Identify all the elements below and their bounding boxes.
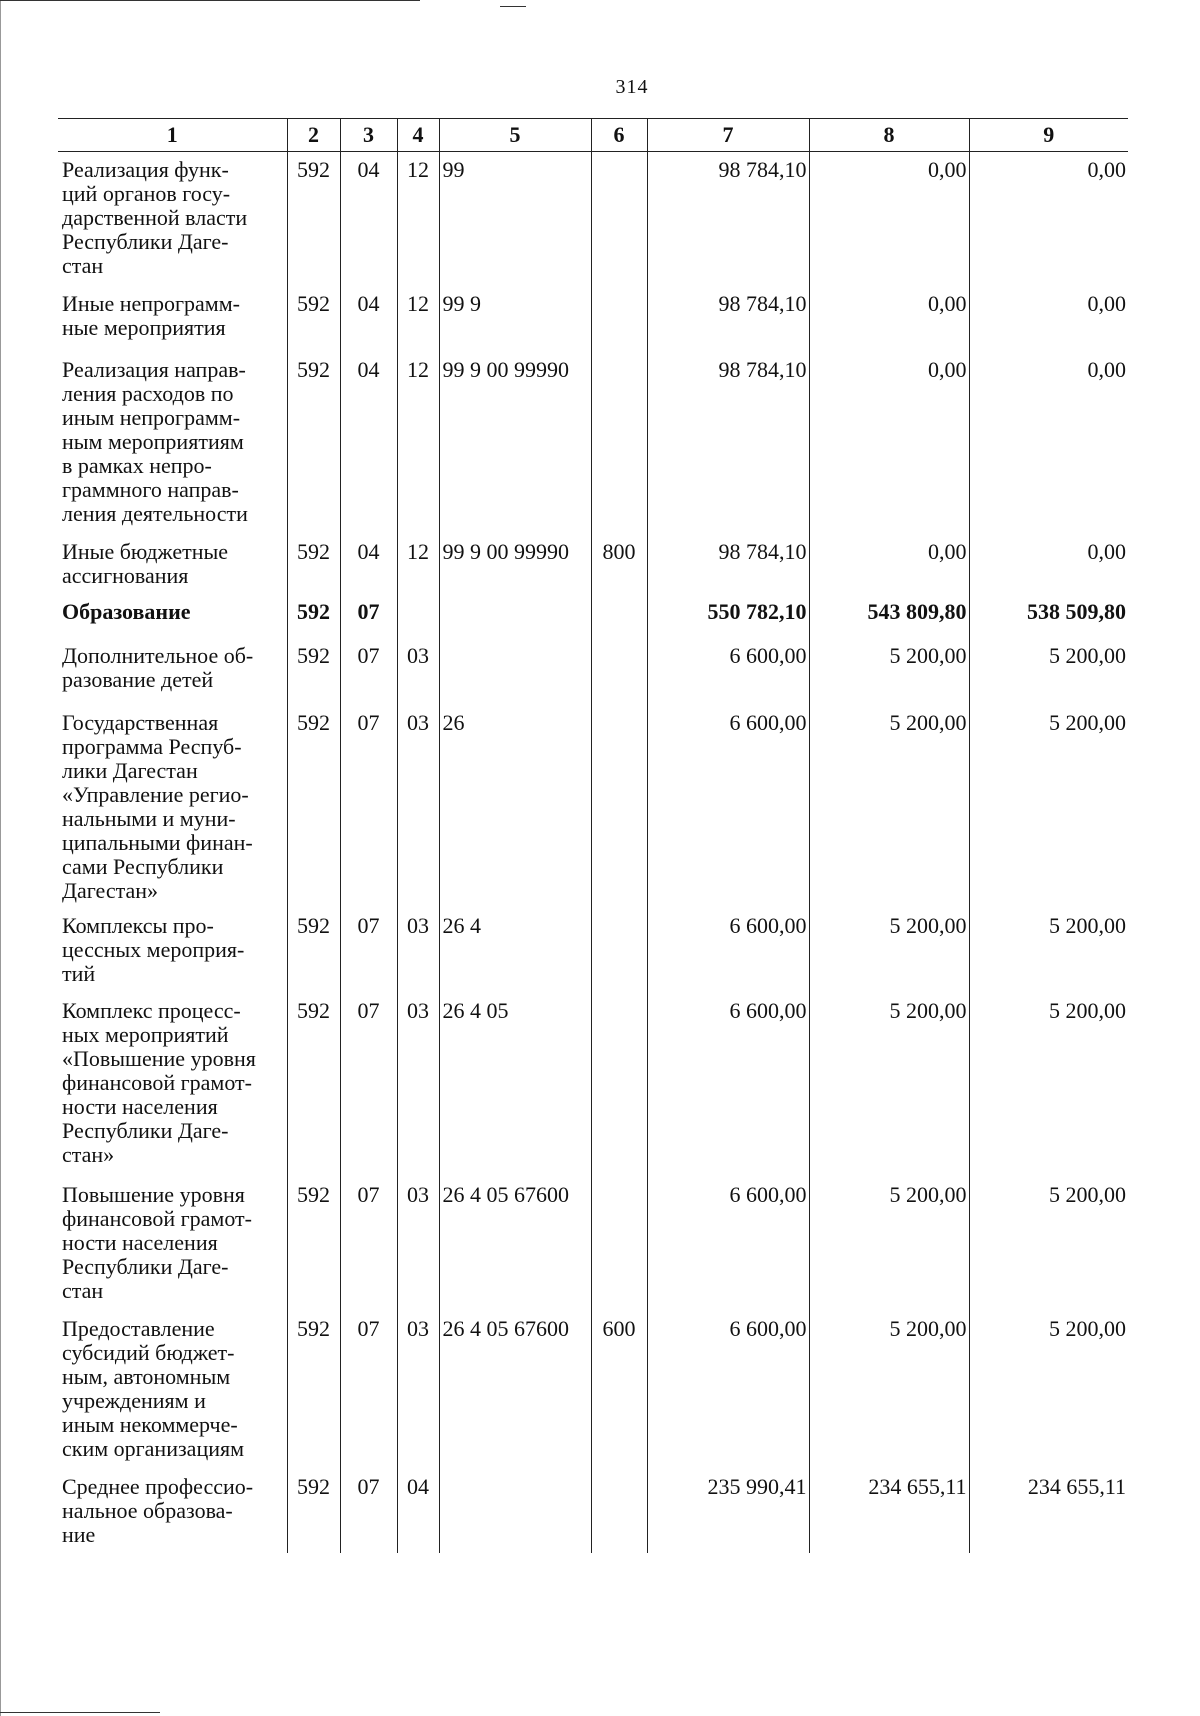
cell-expense-type [591,1177,647,1311]
cell-section-code: 07 [340,638,397,705]
cell-amount-year1: 6 600,00 [647,1311,809,1469]
cell-expense-type [591,638,647,705]
row-label: Реализация направ- ления расходов по иным непрограмм- ным мероприятиям в рамках непро- граммного направ- ления деятельности [62,356,248,526]
cell-amount-year2: 0,00 [809,534,969,594]
row-label: Комплексы про- цессных мероприя- тий [62,912,245,986]
cell-expense-type [591,594,647,638]
row-name [58,638,287,705]
row-label: Государственная программа Респуб- лики Дагестан «Управление регио- нальными и муни- ципальными финан- сами Республики Дагестан» [62,709,253,903]
cell-target-article: 26 [439,705,591,908]
row-name [58,534,287,594]
row-label: Повышение уровня финансовой грамот- ности населения Республики Даге- стан [62,1181,252,1303]
scan-rule-top [0,0,420,1]
row-name [58,594,287,638]
row-label: Образование [62,598,191,624]
cell-subsection-code: 04 [397,1469,439,1553]
cell-section-code: 04 [340,352,397,534]
table-row [58,152,1128,286]
cell-amount-year1: 6 600,00 [647,993,809,1177]
cell-target-article: 99 9 00 99990 [439,352,591,534]
cell-section-code: 04 [340,152,397,286]
table-row [58,908,1128,993]
cell-amount-year3: 5 200,00 [969,993,1128,1177]
cell-expense-type [591,993,647,1177]
cell-subsection-code: 12 [397,352,439,534]
cell-ministry-code: 592 [287,1311,340,1469]
cell-amount-year2: 0,00 [809,286,969,352]
table-row [58,1311,1128,1469]
cell-subsection-code: 03 [397,638,439,705]
cell-section-code: 07 [340,993,397,1177]
cell-section-code: 07 [340,1469,397,1553]
cell-ministry-code: 592 [287,638,340,705]
cell-target-article: 99 [439,152,591,286]
row-label: Предоставление субсидий бюджет- ным, автономным учреждениям и иным некоммерче- ским организациям [62,1315,245,1461]
row-name [58,1311,287,1469]
scan-mark-top [500,6,526,7]
cell-subsection-code: 12 [397,286,439,352]
cell-expense-type: 800 [591,534,647,594]
scan-rule-bottom [0,1712,160,1713]
cell-subsection-code [397,594,439,638]
cell-ministry-code: 592 [287,993,340,1177]
cell-amount-year2: 0,00 [809,352,969,534]
row-label: Реализация функ- ций органов госу- дарственной власти Республики Даге- стан [62,157,248,278]
column-header: 6 [591,119,647,152]
cell-target-article: 26 4 05 67600 [439,1311,591,1469]
cell-amount-year3: 5 200,00 [969,705,1128,908]
cell-subsection-code: 03 [397,993,439,1177]
row-label: Иные непрограмм- ные мероприятия [62,290,240,340]
cell-expense-type [591,705,647,908]
cell-amount-year2: 5 200,00 [809,993,969,1177]
cell-amount-year1: 98 784,10 [647,152,809,286]
column-header: 9 [969,119,1128,152]
cell-amount-year2: 5 200,00 [809,908,969,993]
table-row [58,1469,1128,1553]
column-header: 2 [287,119,340,152]
row-name [58,1469,287,1553]
cell-section-code: 07 [340,594,397,638]
page-number: 314 [615,76,649,98]
table-row [58,534,1128,594]
cell-subsection-code: 03 [397,1311,439,1469]
cell-amount-year2: 5 200,00 [809,638,969,705]
row-label: Иные бюджетные ассигнования [62,538,229,588]
cell-amount-year3: 538 509,80 [969,594,1128,638]
row-name [58,152,287,286]
column-header: 1 [58,119,287,152]
table-body [58,152,1128,1553]
cell-amount-year3: 5 200,00 [969,1311,1128,1469]
cell-amount-year3: 5 200,00 [969,908,1128,993]
cell-ministry-code: 592 [287,152,340,286]
column-header: 4 [397,119,439,152]
column-header: 8 [809,119,969,152]
cell-amount-year2: 543 809,80 [809,594,969,638]
cell-amount-year3: 0,00 [969,152,1128,286]
row-label: Комплекс процесс- ных мероприятий «Повышение уровня финансовой грамот- ности населения Республики Даге- стан» [62,997,256,1167]
cell-subsection-code: 03 [397,908,439,993]
table-row [58,993,1128,1177]
table-row [58,352,1128,534]
row-name [58,1177,287,1311]
row-label: Дополнительное об- разование детей [62,642,254,692]
cell-ministry-code: 592 [287,908,340,993]
row-name [58,705,287,908]
cell-amount-year3: 0,00 [969,534,1128,594]
cell-expense-type: 600 [591,1311,647,1469]
cell-target-article [439,1469,591,1553]
cell-amount-year1: 98 784,10 [647,286,809,352]
table-row [58,705,1128,908]
row-name [58,286,287,352]
cell-target-article: 26 4 05 [439,993,591,1177]
cell-expense-type [591,286,647,352]
budget-table [58,118,1128,1553]
cell-amount-year3: 5 200,00 [969,638,1128,705]
cell-amount-year1: 98 784,10 [647,534,809,594]
cell-amount-year3: 5 200,00 [969,1177,1128,1311]
cell-amount-year1: 6 600,00 [647,705,809,908]
cell-ministry-code: 592 [287,1469,340,1553]
cell-target-article: 99 9 00 99990 [439,534,591,594]
cell-target-article: 26 4 [439,908,591,993]
cell-amount-year1: 6 600,00 [647,1177,809,1311]
cell-subsection-code: 12 [397,152,439,286]
cell-ministry-code: 592 [287,534,340,594]
cell-ministry-code: 592 [287,352,340,534]
cell-subsection-code: 03 [397,705,439,908]
column-header: 3 [340,119,397,152]
cell-amount-year2: 0,00 [809,152,969,286]
cell-amount-year1: 235 990,41 [647,1469,809,1553]
table-header-row [58,119,1128,152]
table-row [58,286,1128,352]
cell-amount-year2: 5 200,00 [809,705,969,908]
row-name [58,993,287,1177]
cell-section-code: 04 [340,534,397,594]
cell-amount-year3: 234 655,11 [969,1469,1128,1553]
cell-amount-year3: 0,00 [969,286,1128,352]
cell-target-article: 26 4 05 67600 [439,1177,591,1311]
cell-section-code: 04 [340,286,397,352]
cell-amount-year2: 5 200,00 [809,1177,969,1311]
cell-target-article [439,594,591,638]
cell-amount-year2: 234 655,11 [809,1469,969,1553]
column-header: 5 [439,119,591,152]
cell-ministry-code: 592 [287,594,340,638]
cell-target-article [439,638,591,705]
row-name [58,908,287,993]
cell-expense-type [591,152,647,286]
table-row [58,1177,1128,1311]
cell-amount-year1: 6 600,00 [647,908,809,993]
cell-amount-year1: 6 600,00 [647,638,809,705]
cell-target-article: 99 9 [439,286,591,352]
scan-edge-left [0,0,1,1716]
table-row [58,638,1128,705]
cell-ministry-code: 592 [287,286,340,352]
cell-ministry-code: 592 [287,705,340,908]
row-label: Среднее профессио- нальное образова- ние [62,1473,254,1547]
cell-amount-year1: 550 782,10 [647,594,809,638]
cell-amount-year1: 98 784,10 [647,352,809,534]
cell-section-code: 07 [340,705,397,908]
cell-section-code: 07 [340,1311,397,1469]
cell-section-code: 07 [340,908,397,993]
cell-expense-type [591,352,647,534]
cell-expense-type [591,908,647,993]
column-header: 7 [647,119,809,152]
cell-subsection-code: 03 [397,1177,439,1311]
row-name [58,352,287,534]
cell-subsection-code: 12 [397,534,439,594]
cell-ministry-code: 592 [287,1177,340,1311]
cell-section-code: 07 [340,1177,397,1311]
table-row [58,594,1128,638]
cell-amount-year3: 0,00 [969,352,1128,534]
cell-expense-type [591,1469,647,1553]
cell-amount-year2: 5 200,00 [809,1311,969,1469]
